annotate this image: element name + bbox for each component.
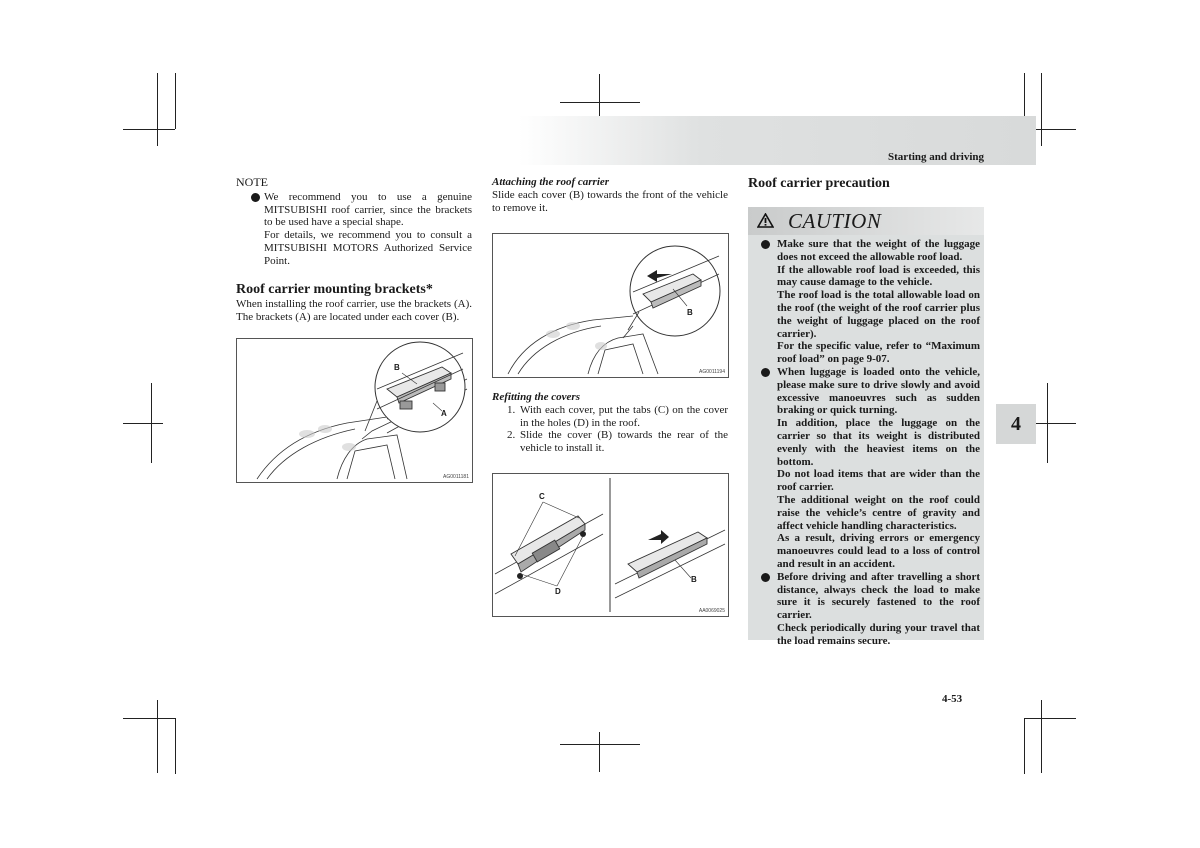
bullet-icon: [761, 368, 770, 377]
caution-text: Make sure that the weight of the luggage does not exceed the allowable roof load.: [777, 238, 980, 263]
caution-text: If the allowable roof load is exceeded, this may cause damage to the vehicle.: [777, 263, 980, 289]
figure-brackets: [236, 338, 473, 483]
list-item: [492, 404, 728, 430]
brackets-text: When installing the roof carrier, use the brackets (A). The brackets (A) are located under each cover (B).: [236, 298, 472, 324]
step-number: 2.: [507, 429, 516, 442]
caution-text: For the specific value, refer to “Maximum roof load” on page 9-07.: [777, 340, 980, 366]
chapter-tab: 4: [996, 404, 1036, 444]
list-item: [492, 429, 728, 455]
note-label: NOTE: [236, 175, 268, 189]
step-number: 1.: [507, 403, 516, 416]
caution-text: When luggage is loaded onto the vehicle, please make sure to drive slowly and avoid excessive manoeuvres such as sudden braking or quick turning.: [777, 365, 980, 417]
attach-heading: Attaching the roof carrier: [492, 176, 610, 188]
refit-heading: Refitting the covers: [492, 391, 580, 403]
figure-attaching: [492, 233, 729, 378]
caution-header: [748, 207, 984, 235]
caution-text: The roof load is the total allowable load on the roof (the weight of the roof carrier plus the weight of luggage placed on the roof carrier).: [777, 289, 980, 340]
figure-label-d: D: [555, 587, 561, 596]
left-column: [236, 176, 472, 324]
bullet-icon: [251, 193, 260, 202]
figure-label-b: B: [691, 575, 697, 584]
caution-text: Check periodically during your travel that the load remains secure.: [777, 621, 980, 647]
figure-code: AG0011194: [699, 369, 725, 375]
figure-label-b: B: [394, 363, 400, 372]
warning-triangle-icon: [757, 213, 774, 228]
attach-text: Slide each cover (B) towards the front of the vehicle to remove it.: [492, 188, 728, 214]
caution-text: Do not load items that are wider than the roof carrier.: [777, 468, 980, 494]
figure-refitting: [492, 473, 729, 617]
cover-refit-illustration: [493, 474, 728, 616]
running-header: Starting and driving: [888, 151, 984, 163]
car-roof-illustration: [237, 339, 472, 482]
step-text: Slide the cover (B) towards the rear of the vehicle to install it.: [520, 429, 728, 455]
right-column: [748, 176, 984, 192]
note-text: We recommend you to use a genuine MITSUBISHI roof carrier, since the brackets to be used have a special shape.: [264, 190, 472, 229]
caution-text: Before driving and after travelling a short distance, always check the load to make sure it is securely fastened to the roof carrier.: [777, 570, 980, 622]
note-text-2: For details, we recommend you to consult a MITSUBISHI MOTORS Authorized Service Point.: [264, 229, 472, 267]
note-bullet: [236, 191, 472, 268]
figure-label-b: B: [687, 308, 693, 317]
page-number: 4-53: [942, 693, 963, 705]
caution-box: [748, 207, 984, 647]
step-text: With each cover, put the tabs (C) on the cover in the holes (D) in the roof.: [520, 403, 728, 429]
figure-code: AG0011181: [443, 474, 469, 480]
caution-bullet: [748, 366, 984, 571]
caution-bullet: [748, 571, 984, 648]
section-heading-brackets: Roof carrier mounting brackets*: [236, 281, 433, 297]
figure-code: AA0069025: [698, 608, 725, 614]
caution-title: CAUTION: [788, 209, 882, 233]
caution-text: As a result, driving errors or emergency manoeuvres could lead to a loss of control and result in an accident.: [777, 532, 980, 570]
section-heading-precaution: Roof carrier precaution: [748, 176, 890, 191]
figure-label-c: C: [539, 492, 545, 501]
caution-text: In addition, place the luggage on the carrier so that its weight is distributed evenly with the heaviest items on the bottom.: [777, 417, 980, 468]
bullet-icon: [761, 573, 770, 582]
middle-column: [492, 176, 728, 214]
cover-removal-illustration: [493, 234, 728, 377]
figure-label-a: A: [441, 409, 447, 418]
caution-bullet: [748, 238, 984, 366]
refit-section: [492, 391, 728, 455]
caution-body: [748, 238, 984, 648]
bullet-icon: [761, 240, 770, 249]
caution-text: The additional weight on the roof could raise the vehicle’s centre of gravity and affect vehicle handling characteristics.: [777, 493, 980, 532]
